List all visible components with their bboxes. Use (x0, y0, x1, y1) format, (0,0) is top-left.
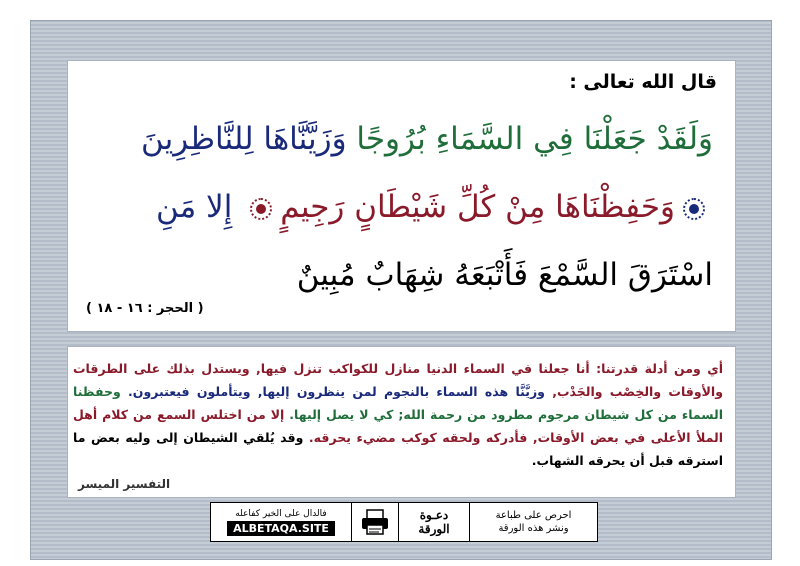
printer-icon (352, 503, 398, 541)
footer-note (470, 503, 597, 541)
verse-card (67, 60, 736, 332)
verse-line-1-part-1: وَلَقَدْ جَعَلْنَا فِي السَّمَاءِ بُرُوجًا (346, 121, 713, 157)
logo-bottom-text: الورقة (418, 522, 450, 536)
footer-tagline: فالدال على الخير كفاعله (235, 508, 327, 519)
tafsir-segment: وحفظنا السماء من كل شيطان مرجوم مطرود من رحمة الله; كي لا يصل إليها. (73, 384, 723, 422)
verse-line-1 (141, 121, 713, 157)
tafsir-text (73, 357, 723, 472)
verse-line-1-part-2: وَزَيَّنَّاهَا لِلنَّاظِرِينَ (141, 121, 347, 157)
verse-line-3-part-1: اسْتَرَقَ السَّمْعَ فَأَتْبَعَهُ شِهَابٌ مُبِينٌ (296, 257, 713, 293)
verse-intro: قال الله تعالى : (569, 71, 717, 93)
tafsir-segment: وقد يُلقي الشيطان إلى وليه بعض ما استرقه قبل أن يحرقه الشهاب. (73, 430, 723, 468)
footer-bar (210, 502, 598, 542)
footer-logo (398, 503, 470, 541)
tafsir-segment: إلا من اختلس السمع من كلام أهل الملأ الأعلى في بعض الأوقات, فأدركه ولحقه كوكب مضيء يحرقه. (73, 407, 724, 445)
footer-site (211, 503, 352, 541)
site-url-link[interactable]: ALBETAQA.SITE (227, 521, 335, 536)
verse-line-3 (297, 257, 713, 293)
tafsir-card (67, 346, 736, 498)
verse-separator-icon (683, 198, 705, 220)
tafsir-segment: وزيَّنَّا هذه السماء بالنجوم لمن ينظرون إليها, ويتأملون فيعتبرون. (120, 384, 545, 399)
verse-separator-icon (250, 198, 272, 220)
tafsir-source: التفسير الميسر (78, 477, 171, 491)
verse-line-2-part-1: وَحَفِظْنَاهَا مِنْ كُلِّ شَيْطَانٍ رَجِيمٍ (280, 189, 675, 225)
footer-note-line-1: احرص على طباعة (495, 510, 572, 521)
footer-note-line-2: ونشر هذه الورقة (498, 523, 569, 534)
verse-line-2-part-2: إِلا مَنِ (156, 189, 243, 225)
logo-top-text: دعـوة (419, 508, 449, 522)
tafsir-segment: أي ومن أدلة قدرتنا: أنا جعلنا في السماء الدنيا منازل للكواكب تنزل فيها, ويستدل بذلك على الطرقات والأوقات والخِصْب والجَدْب, (73, 361, 723, 399)
verse-line-2 (156, 189, 713, 225)
verse-reference: ( الحجر : ١٦ - ١٨ ) (86, 301, 204, 316)
